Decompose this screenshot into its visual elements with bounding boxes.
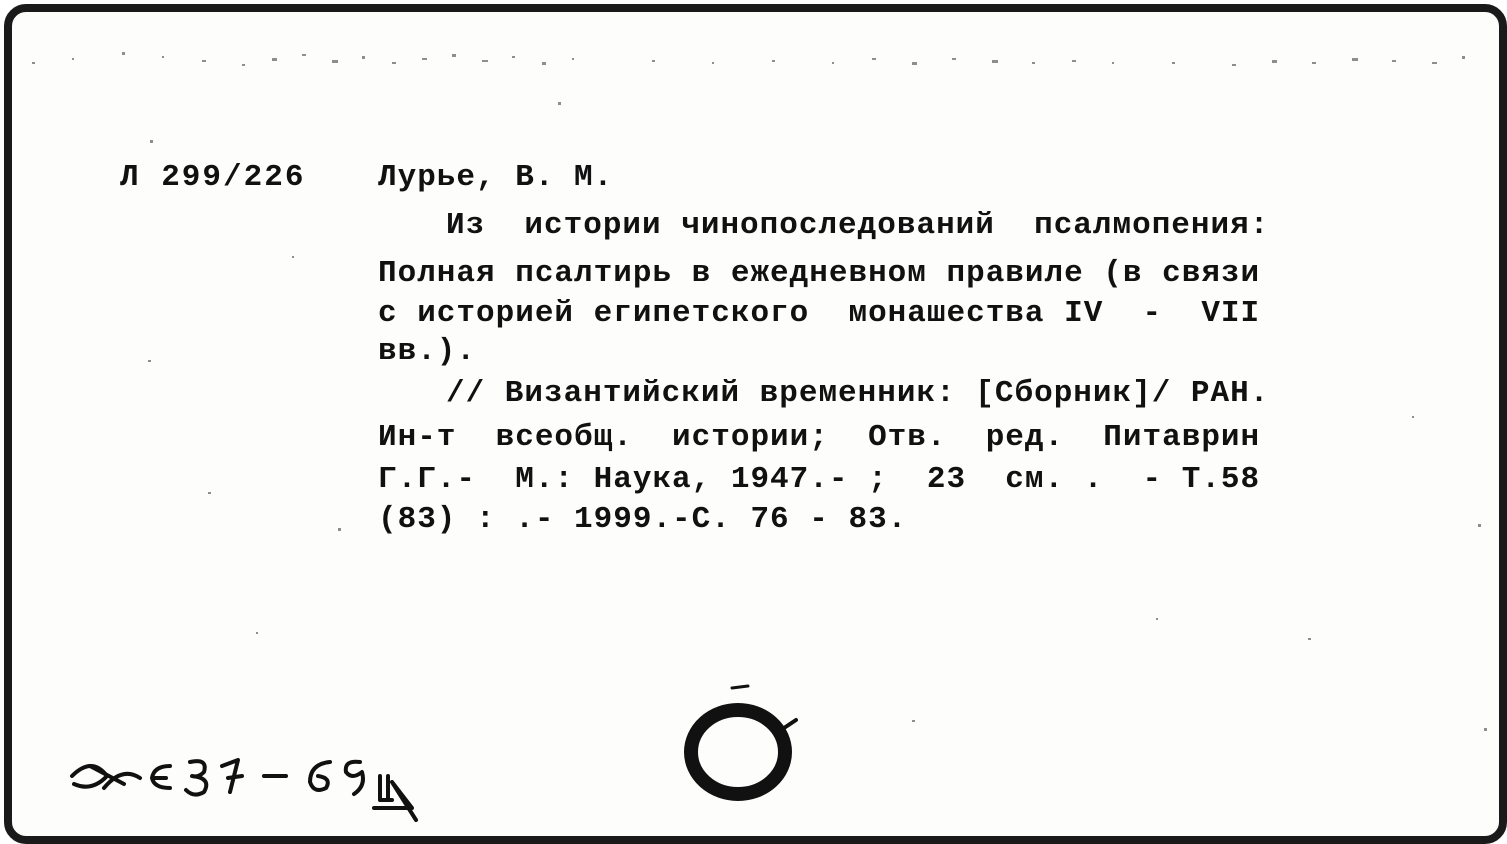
- title-line-1-container: [446, 208, 1426, 243]
- source-line-3: Г.Г.- М.: Наука, 1947.- ; 23 см. . - Т.58: [378, 462, 1261, 497]
- shelfmark: Л 299/226: [120, 160, 306, 195]
- source-line-4: (83) : .- 1999.-С. 76 - 83.: [378, 502, 908, 537]
- title-line-3: с историей египетского монашества IV - VII: [378, 296, 1261, 331]
- source-line-2: Ин-т всеобщ. истории; Отв. ред. Питаврин: [378, 420, 1261, 455]
- title-line-1: Из истории чинопоследований псалмопения:: [446, 208, 1270, 243]
- title-line-4: вв.).: [378, 334, 477, 369]
- handwritten-mark: [62, 736, 482, 836]
- punch-hole: [672, 672, 812, 812]
- source-line-1: // Византийский временник: [Сборник]/ РАН.: [446, 376, 1270, 411]
- title-line-2: Полная псалтирь в ежедневном правиле (в связи: [378, 256, 1261, 291]
- author: Лурье, В. М.: [378, 160, 614, 195]
- catalog-card: [4, 4, 1507, 844]
